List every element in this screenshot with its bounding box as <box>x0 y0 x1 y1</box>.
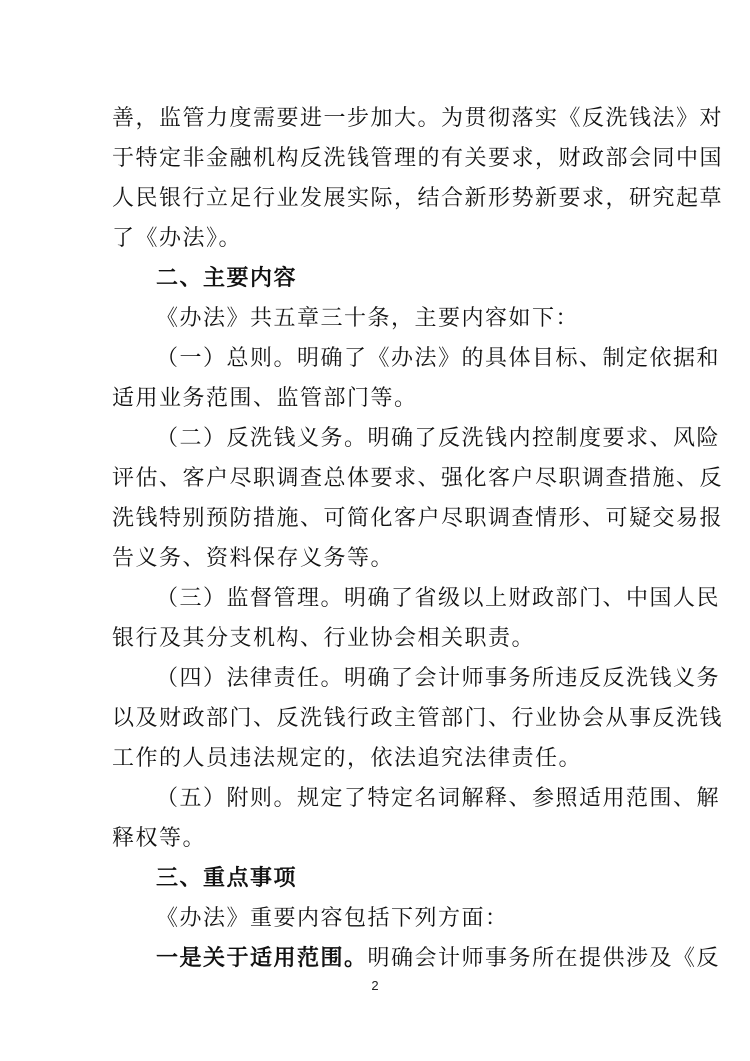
item-supervision-line-1: （三）监督管理。明确了省级以上财政部门、中国人民 <box>156 586 721 611</box>
item-general-line-2: 适用业务范围、监管部门等。 <box>112 386 418 411</box>
item-aml-duty-line-2: 评估、客户尽职调查总体要求、强化客户尽职调查措施、反 <box>112 466 724 491</box>
body-line: 于特定非金融机构反洗钱管理的有关要求，财政部会同中国 <box>112 146 724 171</box>
point-scope-line <box>156 944 721 974</box>
item-general-line-1: （一）总则。明确了《办法》的具体目标、制定依据和 <box>156 346 721 371</box>
section-heading-key-matters: 三、重点事项 <box>156 866 298 891</box>
section-heading-main-content: 二、主要内容 <box>156 266 298 291</box>
section-intro: 《办法》重要内容包括下列方面： <box>156 906 509 931</box>
item-liability-line-2: 以及财政部门、反洗钱行政主管部门、行业协会从事反洗钱 <box>112 706 724 731</box>
item-supervision-line-2: 银行及其分支机构、行业协会相关职责。 <box>112 626 536 651</box>
body-line: 善，监管力度需要进一步加大。为贯彻落实《反洗钱法》对 <box>112 106 724 131</box>
item-aml-duty-line-1: （二）反洗钱义务。明确了反洗钱内控制度要求、风险 <box>156 426 721 451</box>
item-aml-duty-line-4: 告义务、资料保存义务等。 <box>112 546 395 571</box>
body-line: 了《办法》。 <box>112 226 243 251</box>
item-aml-duty-line-3: 洗钱特别预防措施、可简化客户尽职调查情形、可疑交易报 <box>112 506 724 531</box>
point-scope-bold-label: 一是关于适用范围。 <box>156 946 368 971</box>
item-liability-line-3: 工作的人员违法规定的，依法追究法律责任。 <box>112 746 583 771</box>
item-liability-line-1: （四）法律责任。明确了会计师事务所违反反洗钱义务 <box>156 666 721 691</box>
page-number: 2 <box>371 978 379 993</box>
section-intro: 《办法》共五章三十条，主要内容如下： <box>156 306 580 331</box>
point-scope-text: 明确会计师事务所在提供涉及《反 <box>367 946 721 971</box>
item-supplementary-line-1: （五）附则。规定了特定名词解释、参照适用范围、解 <box>156 786 721 811</box>
body-line: 人民银行立足行业发展实际，结合新形势新要求，研究起草 <box>112 186 724 211</box>
item-supplementary-line-2: 释权等。 <box>112 826 207 851</box>
